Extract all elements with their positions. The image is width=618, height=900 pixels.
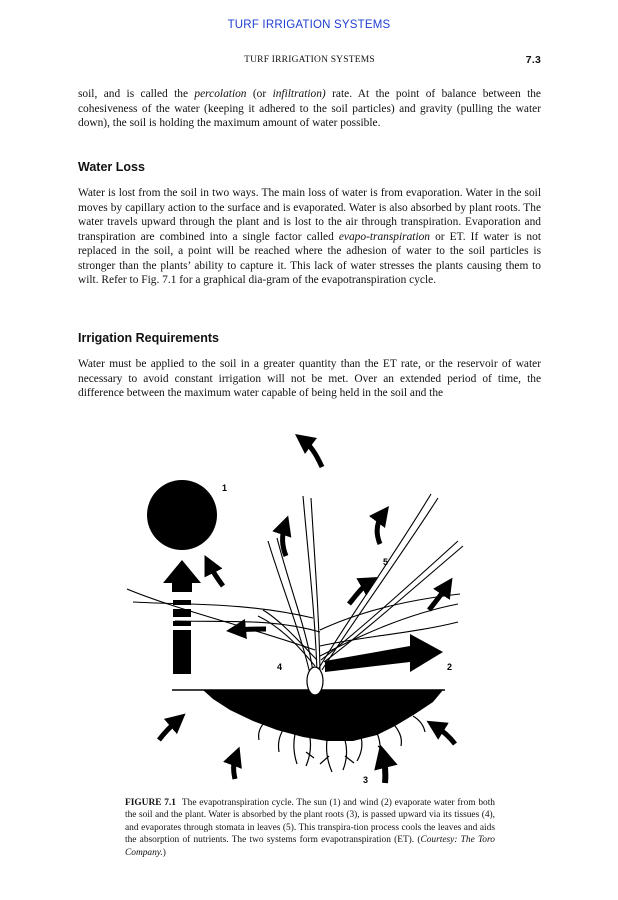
label-roots: 3 [363,775,369,785]
soil-mass [203,690,443,741]
arrow-up-left-leaf [283,525,287,556]
heat-rising-arrow [163,560,201,674]
running-head-title: TURF IRRIGATION SYSTEMS [244,55,375,65]
document-banner: TURF IRRIGATION SYSTEMS [227,19,391,31]
arrow-soil-left [159,720,178,740]
figure-caption-label: FIGURE 7.1 [125,798,176,808]
paragraph-water-loss: Water is lost from the soil in two ways. The main loss of water is from evaporation. Water in the soil moves by capillary action to the surface and is evaporated. Water is also absorbed by plant roots. The water travels upward through the plant and is lost to the air through transpiration. Evaporation and transpiration are combined into a single factor called evapo-transpiration or ET. If water is not replaced in the soil, a point will be reached where the adhesion of water to the soil particles is stronger than the plants’ ability to capture it. This lack of water stresses the plants causing them to wilt. Refer to Fig. 7.1 for a graphical dia-gram of the evapotranspiration cycle. [78,187,541,286]
arrow-up-left-sun [209,564,223,586]
running-head [78,55,541,69]
figure-evapotranspiration [115,434,495,794]
label-tissues: 4 [277,662,283,672]
heading-irrigation-requirements: Irrigation Requirements [78,331,219,345]
arrow-up-right-leaf [377,514,383,544]
paragraph-percolation: soil, and is called the percolation (or infiltration) rate. At the point of balance between the cohesiveness of the water (keeping it adhered to the soil particles) and gravity (pulling the water down), the soil is holding the maximum amount of water possible. [78,88,541,129]
sun-icon [147,480,217,550]
arrow-up-center-top [303,440,322,467]
label-sun: 1 [222,483,228,493]
evapotranspiration-diagram [115,434,495,794]
wind-arrow [325,634,443,672]
arrow-soil-right [435,726,455,744]
figure-caption: FIGURE 7.1 The evapotranspiration cycle. The sun (1) and wind (2) evaporate water from both the soil and the plant. Water is absorbed by the plant roots (3), is passed upward via its tissues (4), and evaporates through stomata in leaves (5). This transpira-tion process cools the leaves and aids the absorption of nutrients. The two systems form evapotranspiration (ET). (Courtesy: The Toro Company.) [125,798,495,858]
paragraph-irrigation-requirements: Water must be applied to the soil in a greater quantity than the ET rate, or the reservoir of water necessary to avoid constant irrigation will not be met. Over an extended period of time, the difference between the maximum water capable of being held in the soil and the [78,358,541,399]
page-number: 7.3 [525,54,541,66]
root-uptake-arrow [383,756,385,783]
label-stomata: 5 [383,557,389,567]
label-wind: 2 [447,662,453,672]
plant-crown [307,667,323,695]
arrow-left-tissue [236,629,266,630]
arrow-soil-center [234,756,236,779]
heading-water-loss: Water Loss [78,160,145,174]
